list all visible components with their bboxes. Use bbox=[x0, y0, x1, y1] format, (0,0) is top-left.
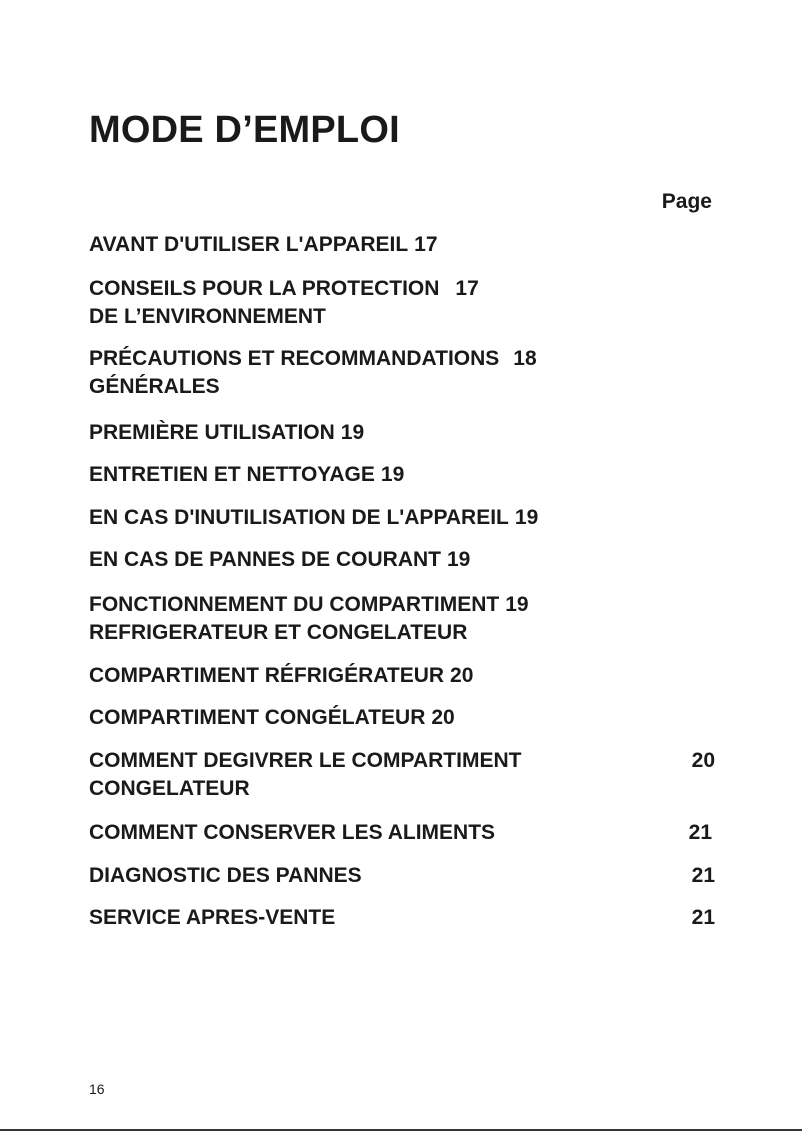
toc-entry-title: EN CAS DE PANNES DE COURANT bbox=[89, 548, 441, 571]
toc-entry[interactable] bbox=[89, 591, 715, 647]
toc-entry-page: 20 bbox=[691, 749, 715, 772]
toc-entry-title: AVANT D'UTILISER L'APPAREIL bbox=[89, 233, 409, 256]
toc-entry-page: 19 bbox=[446, 548, 471, 571]
page-number: 16 bbox=[89, 1081, 105, 1097]
toc-entry-page: 17 bbox=[455, 277, 479, 300]
page-title: MODE D’EMPLOI bbox=[89, 109, 400, 151]
toc-entry-page: 17 bbox=[414, 233, 438, 256]
toc-entry-page: 19 bbox=[380, 463, 405, 486]
toc-entry[interactable] bbox=[89, 275, 715, 331]
toc-entry-page: 21 bbox=[691, 906, 715, 929]
toc-entry-page: 19 bbox=[340, 421, 365, 444]
toc-entry[interactable] bbox=[89, 419, 715, 447]
toc-entry-page: 21 bbox=[688, 821, 712, 844]
toc-entry-title: COMPARTIMENT RÉFRIGÉRATEUR bbox=[89, 664, 445, 687]
page-column-label: Page bbox=[661, 190, 712, 213]
toc-entry-title: COMMENT CONSERVER LES ALIMENTS bbox=[89, 821, 496, 844]
toc-entry[interactable] bbox=[89, 231, 715, 259]
bottom-rule bbox=[0, 1129, 802, 1131]
toc-entry[interactable] bbox=[89, 747, 715, 803]
toc-entry-title: COMMENT DEGIVRER LE COMPARTIMENT bbox=[89, 749, 522, 772]
toc-entry-title: FONCTIONNEMENT DU COMPARTIMENT bbox=[89, 593, 500, 616]
toc-entry-title: CONSEILS POUR LA PROTECTION bbox=[89, 277, 440, 300]
toc-entry-title: COMPARTIMENT CONGÉLATEUR bbox=[89, 706, 426, 729]
toc-entry[interactable] bbox=[89, 862, 715, 890]
toc-entry-page: 21 bbox=[691, 864, 715, 887]
toc-entry-title: PRÉCAUTIONS ET RECOMMANDATIONS bbox=[89, 347, 500, 370]
toc-entry-page: 20 bbox=[431, 706, 455, 729]
toc-entry-title: SERVICE APRES-VENTE bbox=[89, 906, 336, 929]
toc-entry[interactable] bbox=[89, 819, 715, 847]
toc-entry-page: 19 bbox=[505, 593, 529, 616]
toc-entry[interactable] bbox=[89, 461, 715, 489]
toc-entry-page: 20 bbox=[450, 664, 474, 687]
toc-entry-page: 19 bbox=[514, 506, 539, 529]
toc-entry[interactable] bbox=[89, 904, 715, 932]
toc-entry-title-cont: GÉNÉRALES bbox=[89, 375, 220, 398]
toc-entry-title: ENTRETIEN ET NETTOYAGE bbox=[89, 463, 375, 486]
toc-entry-page: 18 bbox=[513, 347, 537, 370]
toc-entry-title: DIAGNOSTIC DES PANNES bbox=[89, 864, 362, 887]
toc-entry-title: EN CAS D'INUTILISATION DE L'APPAREIL bbox=[89, 506, 509, 529]
toc-entry-title: PREMIÈRE UTILISATION bbox=[89, 421, 335, 444]
toc-entry[interactable] bbox=[89, 704, 715, 732]
toc-entry[interactable] bbox=[89, 345, 715, 401]
toc-entry-title-cont: DE L’ENVIRONNEMENT bbox=[89, 305, 326, 328]
toc-entry[interactable] bbox=[89, 546, 715, 574]
toc-entry-title-cont: CONGELATEUR bbox=[89, 777, 250, 800]
toc-entry-title-cont: REFRIGERATEUR ET CONGELATEUR bbox=[89, 621, 468, 644]
toc-entry[interactable] bbox=[89, 662, 715, 690]
toc-entry[interactable] bbox=[89, 504, 715, 532]
